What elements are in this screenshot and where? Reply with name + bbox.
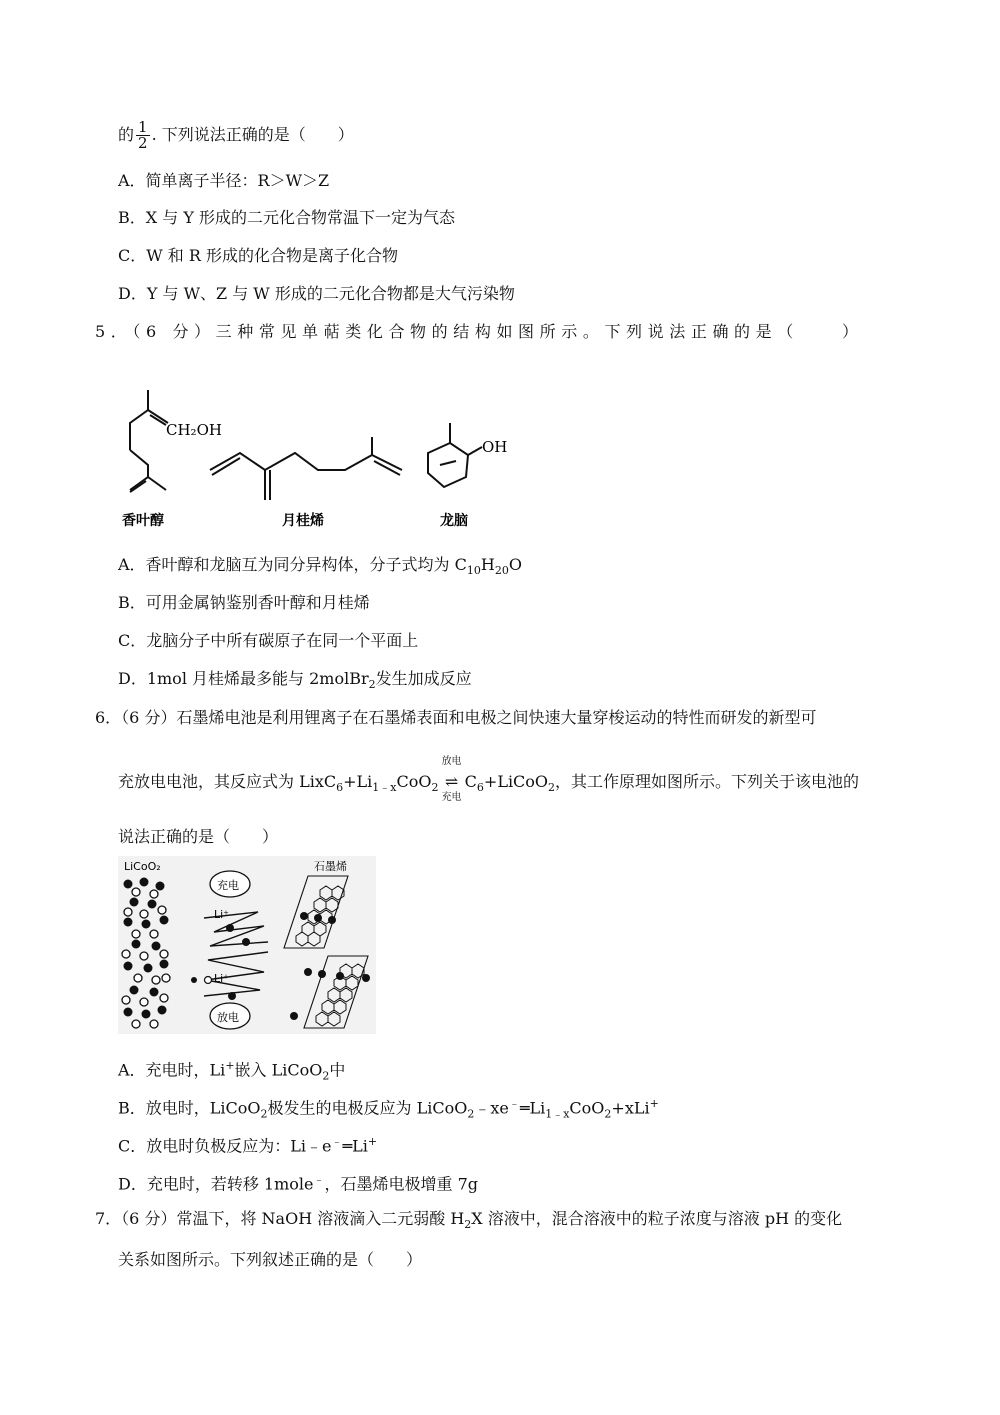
q6-a-1: A．充电时，Li xyxy=(118,1060,226,1080)
geraniol-ch2oh-label: CH₂OH xyxy=(166,421,222,439)
q5-option-c: C．龙脑分子中所有碳原子在同一个平面上 xyxy=(118,631,419,650)
licoo2-label: LiCoO₂ xyxy=(124,860,161,873)
q6-b-sup2: + xyxy=(649,1097,659,1110)
q4-cont-prefix: 的 xyxy=(118,125,135,144)
q5-opt-d-sub: 2 xyxy=(368,678,376,692)
q6-l2-sub6b: 6 xyxy=(476,781,484,795)
q5-stem: 5．（6 分）三种常见单萜类化合物的结构如图所示。下列说法正确的是（ ） xyxy=(95,322,864,341)
q6-c-sup2: + xyxy=(367,1135,378,1148)
q5-opt-d-tail: 发生加成反应 xyxy=(375,669,472,688)
q6-d-sup: ﹣ xyxy=(313,1173,325,1186)
q6-b-sub4: 2 xyxy=(604,1107,612,1121)
q6-stem-line2 xyxy=(118,756,860,803)
myrcene-caption: 月桂烯 xyxy=(282,513,324,529)
q4-option-c: C．W 和 R 形成的化合物是离子化合物 xyxy=(118,246,398,265)
frac-denominator: 2 xyxy=(138,134,148,152)
graphene-label: 石墨烯 xyxy=(314,860,347,873)
q6-l2-c: CoO xyxy=(396,772,432,791)
q6-option-c xyxy=(118,1131,377,1157)
q4-option-d: D．Y 与 W、Z 与 W 形成的二元化合物都是大气污染物 xyxy=(118,284,515,303)
q6-l2-sub2: 2 xyxy=(431,781,439,795)
myrcene-structure xyxy=(210,437,402,500)
q6-a-sub: 2 xyxy=(322,1069,330,1083)
q5-opt-a-sub2: 20 xyxy=(494,564,509,578)
discharge-label: 放电 xyxy=(217,1011,239,1024)
q5-opt-a-o: O xyxy=(508,555,522,574)
q6-c-sup: ﹣ xyxy=(331,1135,343,1148)
q6-b-sub2: 2 xyxy=(467,1107,475,1121)
q6-l2-d: C xyxy=(464,772,477,791)
q6-c-2: ═Li xyxy=(342,1136,368,1156)
arrow-symbol: ⇌ xyxy=(444,772,459,791)
borneol-caption: 龙脑 xyxy=(440,513,468,529)
q4-cont-suffix: . 下列说法正确的是（ ） xyxy=(151,125,354,144)
frac-numerator: 1 xyxy=(138,118,148,136)
q5-option-b: B．可用金属钠鉴别香叶醇和月桂烯 xyxy=(118,593,370,612)
q5-opt-d-text: D．1mol 月桂烯最多能与 2molBr xyxy=(118,669,369,688)
q7-l1-b: X 溶液中，混合溶液中的粒子浓度与溶液 pH 的变化 xyxy=(471,1209,843,1228)
q6-l2-f: ，其工作原理如图所示。下列关于该电池的 xyxy=(555,772,860,791)
geraniol-structure xyxy=(130,390,168,492)
q6-stem-line3: 说法正确的是（ ） xyxy=(118,827,279,846)
q4-option-b: B．X 与 Y 形成的二元化合物常温下一定为气态 xyxy=(118,208,455,227)
q7-stem-line2: 关系如图所示。下列叙述正确的是（ ） xyxy=(118,1250,423,1269)
q4-stem-continuation xyxy=(118,120,354,151)
q5-option-a xyxy=(118,554,522,582)
q6-option-b xyxy=(118,1093,659,1126)
q6-stem-line1: 6．（6 分）石墨烯电池是利用锂离子在石墨烯表面和电极之间快速大量穿梭运动的特性而研发的新型可 xyxy=(95,708,817,727)
borneol-oh-label: OH xyxy=(482,438,508,456)
graphene-battery-figure xyxy=(118,856,376,1034)
q6-d-1: D．充电时，若转移 1mole xyxy=(118,1174,314,1194)
q6-b-1: B．放电时，LiCoO xyxy=(118,1098,261,1118)
arrow-top-label: 放电 xyxy=(441,756,462,767)
q6-c-1: C．放电时负极反应为：Li﹣e xyxy=(118,1136,332,1156)
q6-b-3: ﹣xe xyxy=(474,1098,509,1118)
q6-option-d xyxy=(118,1169,478,1195)
fraction-one-half xyxy=(136,120,150,151)
q5-opt-a-sub1: 10 xyxy=(466,564,481,578)
q4-option-a: A．简单离子半径：R＞W＞Z xyxy=(118,171,330,190)
q5-option-d xyxy=(118,668,472,696)
geraniol-caption: 香叶醇 xyxy=(122,513,164,529)
q6-b-sub1: 2 xyxy=(260,1107,268,1121)
arrow-bottom-label: 充电 xyxy=(441,792,462,803)
q6-l2-b: +Li xyxy=(343,772,373,791)
q5-opt-a-text: A．香叶醇和龙脑互为同分异构体，分子式均为 C xyxy=(118,555,467,574)
q7-l1-sub: 2 xyxy=(464,1218,472,1232)
q6-l2-a: 充放电电池，其反应式为 LixC xyxy=(118,772,337,791)
q6-a-sup: + xyxy=(225,1059,235,1072)
li-ion-label-top: Li⁺ xyxy=(214,908,229,921)
q6-option-a xyxy=(118,1055,345,1088)
q6-b-sup: ﹣ xyxy=(508,1097,520,1110)
q6-b-5: CoO xyxy=(569,1098,605,1118)
q6-b-4: ═Li xyxy=(519,1098,546,1118)
q6-d-2: ，石墨烯电极增重 7g xyxy=(324,1174,479,1194)
q6-a-2: 嵌入 LiCoO xyxy=(234,1060,323,1080)
q6-a-3: 中 xyxy=(329,1060,346,1080)
reversible-arrow xyxy=(441,756,462,803)
q5-opt-a-h: H xyxy=(480,555,495,574)
charge-label: 充电 xyxy=(217,879,239,892)
q7-stem-line1 xyxy=(95,1208,842,1236)
q6-b-sub3: 1﹣x xyxy=(545,1107,570,1121)
q6-l2-e: +LiCoO xyxy=(483,772,549,791)
li-ion-label-bottom: Li⁺ xyxy=(214,972,229,985)
borneol-structure xyxy=(428,423,482,487)
q6-b-6: +xLi xyxy=(611,1098,650,1118)
q7-l1-a: 7．（6 分）常温下，将 NaOH 溶液滴入二元弱酸 H xyxy=(95,1209,465,1228)
q6-l2-sub1x: 1﹣x xyxy=(372,781,397,795)
q6-l2-sub2b: 2 xyxy=(548,781,556,795)
q6-b-2: 极发生的电极反应为 LiCoO xyxy=(267,1098,468,1118)
terpene-structures-figure xyxy=(110,365,510,535)
q6-l2-sub6: 6 xyxy=(336,781,344,795)
